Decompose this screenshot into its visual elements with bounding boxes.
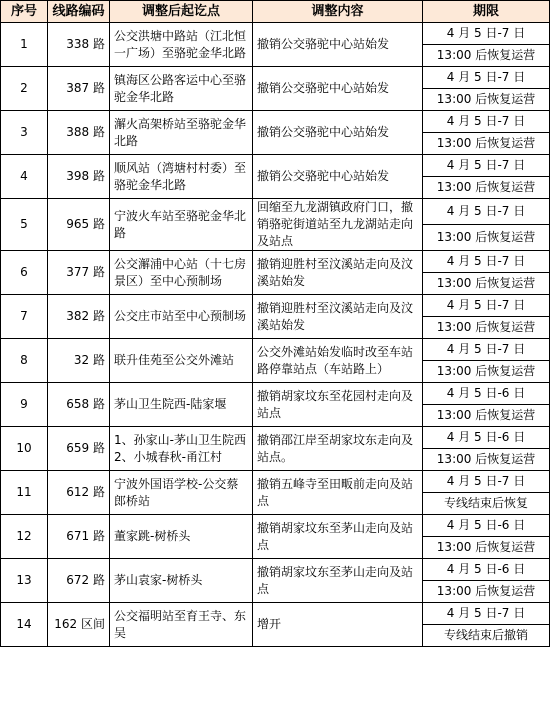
cell-period-resume: 13:00 后恢复运营 [423, 45, 550, 67]
cell-period-dates: 4 月 5 日-7 日 [423, 603, 550, 625]
cell-range: 联升佳苑至公交外滩站 [110, 339, 253, 383]
cell-route: 32 路 [48, 339, 110, 383]
header-content: 调整内容 [253, 1, 423, 23]
cell-content: 撤销公交骆驼中心站始发 [253, 155, 423, 199]
cell-range: 顺风站（湾塘村村委）至骆驼金华北路 [110, 155, 253, 199]
cell-seq: 2 [1, 67, 48, 111]
cell-seq: 6 [1, 251, 48, 295]
cell-route: 338 路 [48, 23, 110, 67]
cell-route: 965 路 [48, 199, 110, 251]
cell-range: 公交澥浦中心站（十七房景区）至中心预制场 [110, 251, 253, 295]
cell-period-resume: 13:00 后恢复运营 [423, 177, 550, 199]
cell-period-dates: 4 月 5 日-7 日 [423, 295, 550, 317]
cell-content: 回缩至九龙湖镇政府门口，撤销骆驼街道站至九龙湖站走向及站点 [253, 199, 423, 251]
cell-seq: 10 [1, 427, 48, 471]
table-row [1, 23, 550, 45]
cell-content: 撤销迎胜村至汶溪站走向及汶溪站始发 [253, 295, 423, 339]
cell-period-resume: 13:00 后恢复运营 [423, 133, 550, 155]
cell-period-dates: 4 月 5 日-7 日 [423, 67, 550, 89]
cell-period-dates: 4 月 5 日-7 日 [423, 251, 550, 273]
table-row [1, 515, 550, 537]
cell-range: 宁波火车站至骆驼金华北路 [110, 199, 253, 251]
cell-content: 撤销公交骆驼中心站始发 [253, 111, 423, 155]
cell-period-dates: 4 月 5 日-6 日 [423, 559, 550, 581]
cell-range: 1、孙家山-茅山卫生院西 2、小城春秋-甬江村 [110, 427, 253, 471]
header-route: 线路编码 [48, 1, 110, 23]
table-row [1, 67, 550, 89]
cell-period-resume: 13:00 后恢复运营 [423, 225, 550, 251]
table-row [1, 295, 550, 317]
cell-content: 公交外滩站始发临时改至车站路停靠站点（车站路上） [253, 339, 423, 383]
table-row [1, 427, 550, 449]
cell-route: 672 路 [48, 559, 110, 603]
cell-period-resume: 13:00 后恢复运营 [423, 273, 550, 295]
cell-route: 382 路 [48, 295, 110, 339]
table-row [1, 251, 550, 273]
cell-range: 茅山卫生院西-陆家堰 [110, 383, 253, 427]
cell-period-dates: 4 月 5 日-7 日 [423, 339, 550, 361]
table-row [1, 339, 550, 361]
table-row [1, 603, 550, 625]
cell-range: 公交洪塘中路站（江北恒一广场）至骆驼金华北路 [110, 23, 253, 67]
cell-seq: 9 [1, 383, 48, 427]
cell-period-resume: 13:00 后恢复运营 [423, 405, 550, 427]
cell-route: 659 路 [48, 427, 110, 471]
cell-period-dates: 4 月 5 日-7 日 [423, 23, 550, 45]
cell-route: 162 区间 [48, 603, 110, 647]
cell-seq: 7 [1, 295, 48, 339]
table-row [1, 383, 550, 405]
cell-period-resume: 13:00 后恢复运营 [423, 581, 550, 603]
cell-range: 茅山袁家-树桥头 [110, 559, 253, 603]
cell-period-dates: 4 月 5 日-7 日 [423, 199, 550, 225]
cell-period-resume: 专线结束后撤销 [423, 625, 550, 647]
cell-period-resume: 13:00 后恢复运营 [423, 449, 550, 471]
cell-seq: 8 [1, 339, 48, 383]
cell-seq: 12 [1, 515, 48, 559]
cell-content: 增开 [253, 603, 423, 647]
table-row [1, 471, 550, 493]
cell-route: 658 路 [48, 383, 110, 427]
cell-seq: 1 [1, 23, 48, 67]
cell-content: 撤销公交骆驼中心站始发 [253, 23, 423, 67]
cell-content: 撤销胡家坟东至茅山走向及站点 [253, 515, 423, 559]
cell-period-dates: 4 月 5 日-7 日 [423, 471, 550, 493]
cell-range: 公交庄市站至中心预制场 [110, 295, 253, 339]
header-seq: 序号 [1, 1, 48, 23]
header-row [1, 1, 550, 23]
cell-range: 澥火高架桥站至骆驼金华北路 [110, 111, 253, 155]
cell-period-resume: 13:00 后恢复运营 [423, 361, 550, 383]
cell-seq: 3 [1, 111, 48, 155]
header-range: 调整后起讫点 [110, 1, 253, 23]
cell-period-resume: 13:00 后恢复运营 [423, 537, 550, 559]
cell-seq: 14 [1, 603, 48, 647]
table-body [1, 23, 550, 647]
cell-period-resume: 13:00 后恢复运营 [423, 317, 550, 339]
cell-route: 671 路 [48, 515, 110, 559]
cell-content: 撤销胡家坟东至花园村走向及站点 [253, 383, 423, 427]
header-period: 期限 [423, 1, 550, 23]
cell-seq: 5 [1, 199, 48, 251]
cell-route: 377 路 [48, 251, 110, 295]
cell-range: 宁波外国语学校-公交蔡郎桥站 [110, 471, 253, 515]
cell-period-dates: 4 月 5 日-7 日 [423, 111, 550, 133]
cell-period-dates: 4 月 5 日-6 日 [423, 427, 550, 449]
table-row [1, 111, 550, 133]
cell-route: 398 路 [48, 155, 110, 199]
cell-content: 撤销迎胜村至汶溪站走向及汶溪站始发 [253, 251, 423, 295]
cell-seq: 13 [1, 559, 48, 603]
cell-period-dates: 4 月 5 日-7 日 [423, 155, 550, 177]
table-row [1, 155, 550, 177]
cell-period-resume: 13:00 后恢复运营 [423, 89, 550, 111]
cell-content: 撤销五峰寺至田畈前走向及站点 [253, 471, 423, 515]
cell-range: 董家跳-树桥头 [110, 515, 253, 559]
table-row [1, 559, 550, 581]
cell-content: 撤销公交骆驼中心站始发 [253, 67, 423, 111]
cell-seq: 4 [1, 155, 48, 199]
cell-period-dates: 4 月 5 日-6 日 [423, 515, 550, 537]
cell-range: 公交福明站至育王寺、东吴 [110, 603, 253, 647]
cell-period-resume: 专线结束后恢复 [423, 493, 550, 515]
cell-content: 撤销胡家坟东至茅山走向及站点 [253, 559, 423, 603]
cell-route: 388 路 [48, 111, 110, 155]
cell-route: 387 路 [48, 67, 110, 111]
cell-content: 撤销邵江岸至胡家坟东走向及站点。 [253, 427, 423, 471]
table-row [1, 199, 550, 225]
cell-seq: 11 [1, 471, 48, 515]
cell-range: 镇海区公路客运中心至骆驼金华北路 [110, 67, 253, 111]
cell-period-dates: 4 月 5 日-6 日 [423, 383, 550, 405]
cell-route: 612 路 [48, 471, 110, 515]
